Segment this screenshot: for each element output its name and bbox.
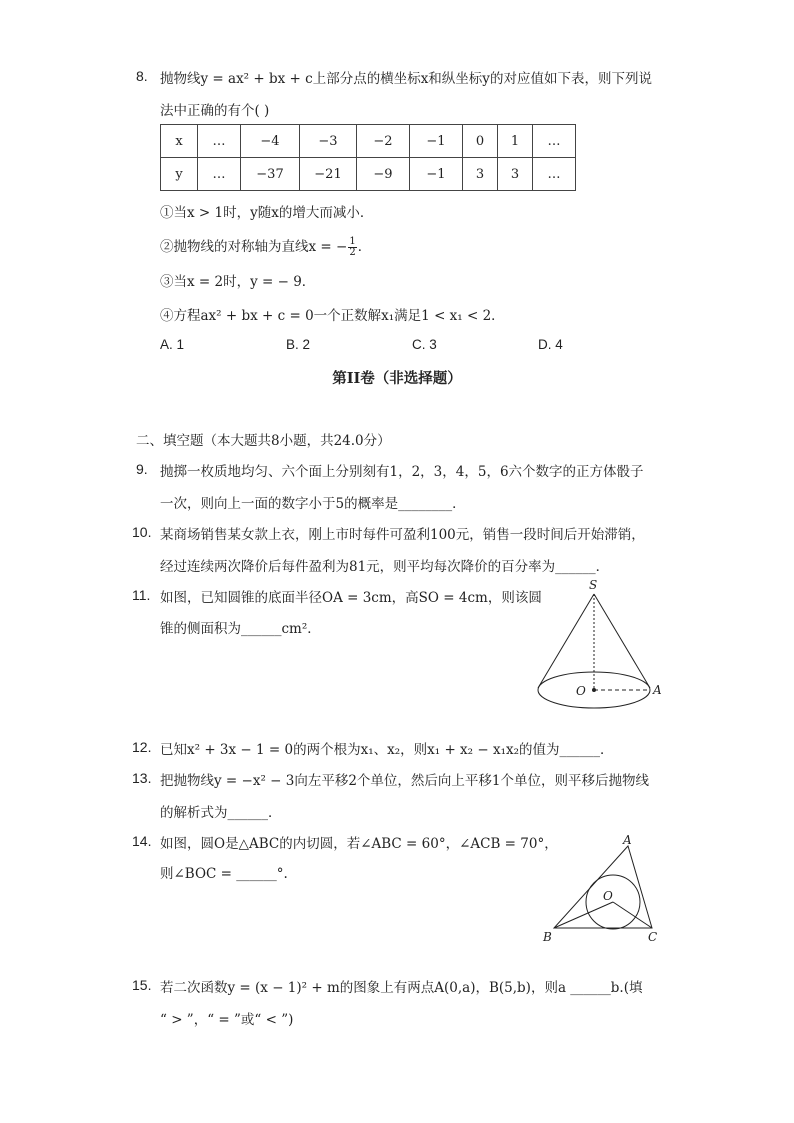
question-9-text-line2: 一次，则向上一面的数字小于5的概率是________． <box>160 496 466 512</box>
table-cell: −21 <box>300 158 357 191</box>
label-c: C <box>648 930 658 944</box>
question-13-text-line2: 的解析式为______． <box>160 805 282 821</box>
fraction-denominator: 2 <box>349 247 356 258</box>
table-cell: 0 <box>463 125 498 158</box>
question-8-text-line2: 法中正确的有个( ) <box>160 103 270 119</box>
statement-3: ③当x = 2时，y = − 9． <box>160 274 316 290</box>
question-15-text-line1: 若二次函数y = (x − 1)² + m的图象上有两点A(0,a)，B(5,b)，则a ______b.(填 <box>160 980 643 996</box>
question-14-text-line2: 则∠BOC = ______°. <box>160 866 288 882</box>
table-cell: −2 <box>357 125 410 158</box>
statement-2-text: ②抛物线的对称轴为直线x = − <box>160 239 348 255</box>
table-cell: 3 <box>498 158 533 191</box>
table-cell: 1 <box>498 125 533 158</box>
statement-2-end: ． <box>357 239 372 255</box>
table-cell: y <box>161 158 198 191</box>
table-cell: … <box>198 125 241 158</box>
fraction-one-half <box>348 237 356 258</box>
question-13-number: 13. <box>132 770 152 786</box>
question-9-number: 9. <box>136 461 148 477</box>
label-s: S <box>589 578 598 592</box>
value-table <box>160 124 576 191</box>
question-15-number: 15. <box>132 977 152 993</box>
question-13-text-line1: 把抛物线y = −x² − 3向左平移2个单位，然后向上平移1个单位，则平移后抛物线 <box>160 773 650 789</box>
label-o: O <box>576 684 586 698</box>
section-heading: 二、填空题（本大题共8小题，共24.0分） <box>136 433 391 449</box>
choice-c[interactable]: C. 3 <box>412 337 437 352</box>
table-cell: −37 <box>241 158 300 191</box>
section-title: 第II卷（非选择题） <box>332 370 462 387</box>
table-cell: … <box>533 158 576 191</box>
table-cell: … <box>533 125 576 158</box>
question-9-text-line1: 抛掷一枚质地均匀、六个面上分别刻有1，2，3，4，5，6六个数字的正方体骰子 <box>160 464 644 480</box>
question-15-text-line2: “ > ”，“ = ”或“ < ”) <box>160 1012 294 1028</box>
table-cell: −1 <box>410 158 463 191</box>
choice-b[interactable]: B. 2 <box>286 337 311 352</box>
label-a: A <box>623 833 632 847</box>
cone-diagram <box>530 580 670 715</box>
table-cell: 3 <box>463 158 498 191</box>
label-b: B <box>543 930 552 944</box>
question-12-number: 12. <box>132 739 152 755</box>
label-o: O <box>603 889 613 903</box>
question-12-text-line1: 已知x² + 3x − 1 = 0的两个根为x₁、x₂，则x₁ + x₂ − x₁x₂的值为______． <box>160 742 614 758</box>
table-cell: −1 <box>410 125 463 158</box>
table-cell: −4 <box>241 125 300 158</box>
segment-oc <box>613 902 652 928</box>
question-8-number: 8. <box>136 68 148 84</box>
fraction-numerator: 1 <box>349 236 356 247</box>
table-cell: −3 <box>300 125 357 158</box>
question-14-number: 14. <box>132 833 152 849</box>
question-10-number: 10. <box>132 524 152 540</box>
question-14-text-line1: 如图，圆O是△ABC的内切圆，若∠ABC = 60°，∠ACB = 70°， <box>160 836 558 852</box>
table-row-x <box>161 125 576 158</box>
choice-d[interactable]: D. 4 <box>538 337 563 352</box>
segment-ob <box>554 902 613 928</box>
question-11-text-line1: 如图，已知圆锥的底面半径OA = 3cm，高SO = 4cm，则该圆 <box>160 590 542 606</box>
incircle-diagram <box>538 832 668 947</box>
question-10-text-line2: 经过连续两次降价后每件盈利为81元，则平均每次降价的百分率为______． <box>160 559 610 575</box>
choice-a[interactable]: A. 1 <box>160 337 185 352</box>
table-cell: x <box>161 125 198 158</box>
question-11-text-line2: 锥的侧面积为______cm²． <box>160 621 321 637</box>
question-10-text-line1: 某商场销售某女款上衣，刚上市时每件可盈利100元，销售一段时间后开始滞销， <box>160 527 645 543</box>
table-cell: −9 <box>357 158 410 191</box>
table-row-y <box>161 158 576 191</box>
statement-1: ①当x > 1时，y随x的增大而减小． <box>160 205 374 221</box>
label-a: A <box>653 683 662 697</box>
table-cell: … <box>198 158 241 191</box>
cone-center-dot <box>592 688 596 692</box>
statement-4: ④方程ax² + bx + c = 0一个正数解x₁满足1 < x₁ < 2． <box>160 308 505 324</box>
statement-2 <box>160 235 371 258</box>
question-8-text-line1: 抛物线y = ax² + bx + c上部分点的横坐标x和纵坐标y的对应值如下表，则下列说 <box>160 71 652 87</box>
question-11-number: 11. <box>132 587 151 603</box>
triangle-abc <box>554 846 652 928</box>
